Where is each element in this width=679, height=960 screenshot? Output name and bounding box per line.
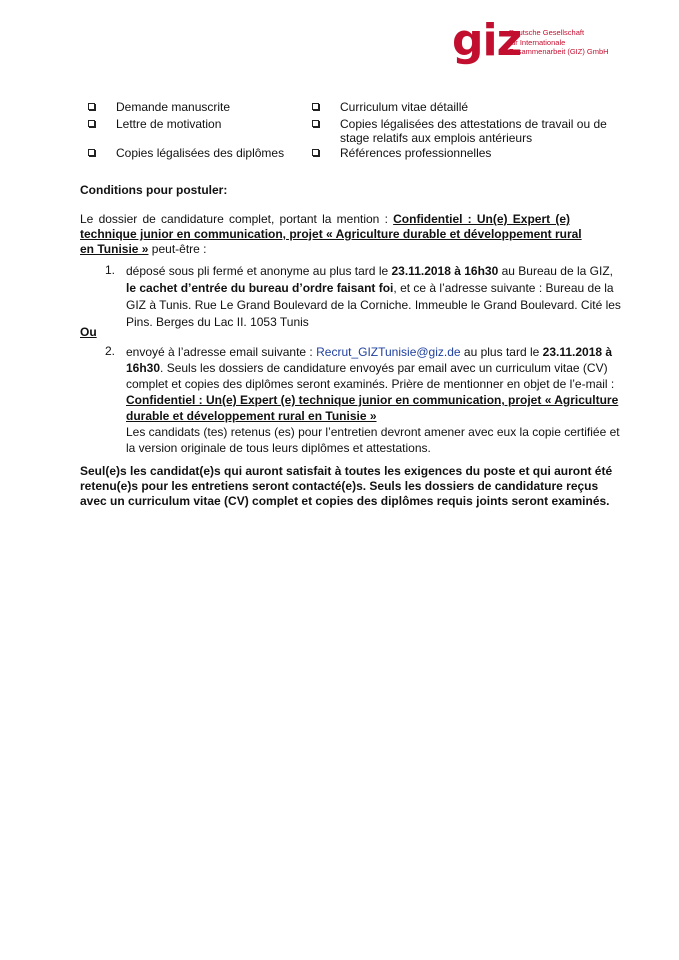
checkbox-icon — [88, 120, 95, 127]
checkbox-icon — [88, 149, 95, 156]
logo-text — [509, 28, 609, 57]
stamp-condition: le cachet d’entrée du bureau d’ordre faisant foi — [126, 281, 394, 295]
logo-line-1: Deutsche Gesellschaft — [509, 28, 585, 37]
closing-line: Seul(e)s les candidat(e)s qui auront satisfait à toutes les exigences du poste et qui auront été — [80, 464, 613, 478]
closing-line: avec un curriculum vitae (CV) complet et copies des diplômes requis joints seront examinés. — [80, 494, 610, 508]
intro-text: Le dossier de candidature complet, portant la mention : — [80, 212, 394, 226]
item-number: 1. — [105, 263, 116, 277]
checklist-item — [312, 117, 607, 149]
checkbox-icon — [312, 120, 319, 127]
submission-option-1 — [126, 263, 621, 331]
checklist-label-continued: stage relatifs aux emplois antérieurs — [340, 131, 533, 145]
checkbox-icon — [312, 103, 319, 110]
email-subject-continued: durable et développement rural en Tunisie » — [126, 409, 377, 423]
checkbox-icon — [88, 103, 95, 110]
closing-line: retenu(e)s pour les entretiens seront contacté(e)s. Seuls les dossiers de candidature reçus — [80, 479, 599, 493]
checklist-label: Demande manuscrite — [116, 100, 231, 114]
item-text: complet et copies des diplômes seront examinés. Prière de mentionner en objet de l’e-mail : — [126, 377, 615, 391]
checklist-label: Lettre de motivation — [116, 117, 222, 131]
logo-mark: giz — [452, 15, 522, 66]
or-separator: Ou — [80, 325, 97, 339]
checklist-label: Copies légalisées des diplômes — [116, 146, 285, 160]
item-text: envoyé à l’adresse email suivante : — [126, 345, 317, 359]
item-text: , et ce à l’adresse suivante : Bureau de la — [393, 281, 614, 295]
address-text: Pins. Berges du Lac II. 1053 Tunis — [126, 315, 309, 329]
checklist-label: Curriculum vitae détaillé — [340, 100, 469, 114]
checklist-label: Copies légalisées des attestations de travail ou de — [340, 117, 607, 131]
conditions-intro — [80, 212, 582, 257]
email-link[interactable]: Recrut_GIZTunisie@giz.de — [316, 345, 461, 359]
address-text: GIZ à Tunis. Rue Le Grand Boulevard de la Corniche. Immeuble le Grand Boulevard. Cité les — [126, 298, 621, 312]
deadline: 23.11.2018 à 16h30 — [391, 264, 499, 278]
closing-paragraph — [80, 464, 613, 509]
deadline: 23.11.2018 à — [542, 345, 613, 359]
submission-option-2 — [126, 344, 620, 456]
item-text: . Seuls les dossiers de candidature envoyés par email avec un curriculum vitae (CV) — [160, 361, 608, 375]
logo-line-3: Zusammenarbeit (GIZ) GmbH — [509, 47, 609, 56]
email-subject: Confidentiel : Un(e) Expert (e) technique junior en communication, projet « Agriculture — [126, 393, 619, 407]
interview-note-continued: la version originale de tous leurs diplômes et attestations. — [126, 441, 431, 455]
giz-logo — [452, 15, 679, 68]
item-number: 2. — [105, 344, 116, 358]
interview-note: Les candidats (tes) retenus (es) pour l’entretien devront amener avec eux la copie certifiée et — [126, 425, 620, 439]
checkbox-icon — [312, 149, 319, 156]
conditions-heading: Conditions pour postuler: — [80, 183, 228, 197]
deadline-time: 16h30 — [126, 361, 161, 375]
mention-text: Confidentiel : Un(e) Expert (e) — [393, 212, 570, 226]
item-text: au Bureau de la GIZ, — [498, 264, 613, 278]
mention-text-continued: technique junior en communication, projet « Agriculture durable et développement rural — [80, 227, 582, 241]
mention-text-end: en Tunisie » — [80, 242, 149, 256]
checklist-label: Références professionnelles — [340, 146, 492, 160]
item-text: déposé sous pli fermé et anonyme au plus tard le — [126, 264, 392, 278]
logo-line-2: für Internationale — [509, 37, 566, 47]
intro-end: peut-être : — [148, 242, 207, 256]
item-text: au plus tard le — [460, 345, 543, 359]
